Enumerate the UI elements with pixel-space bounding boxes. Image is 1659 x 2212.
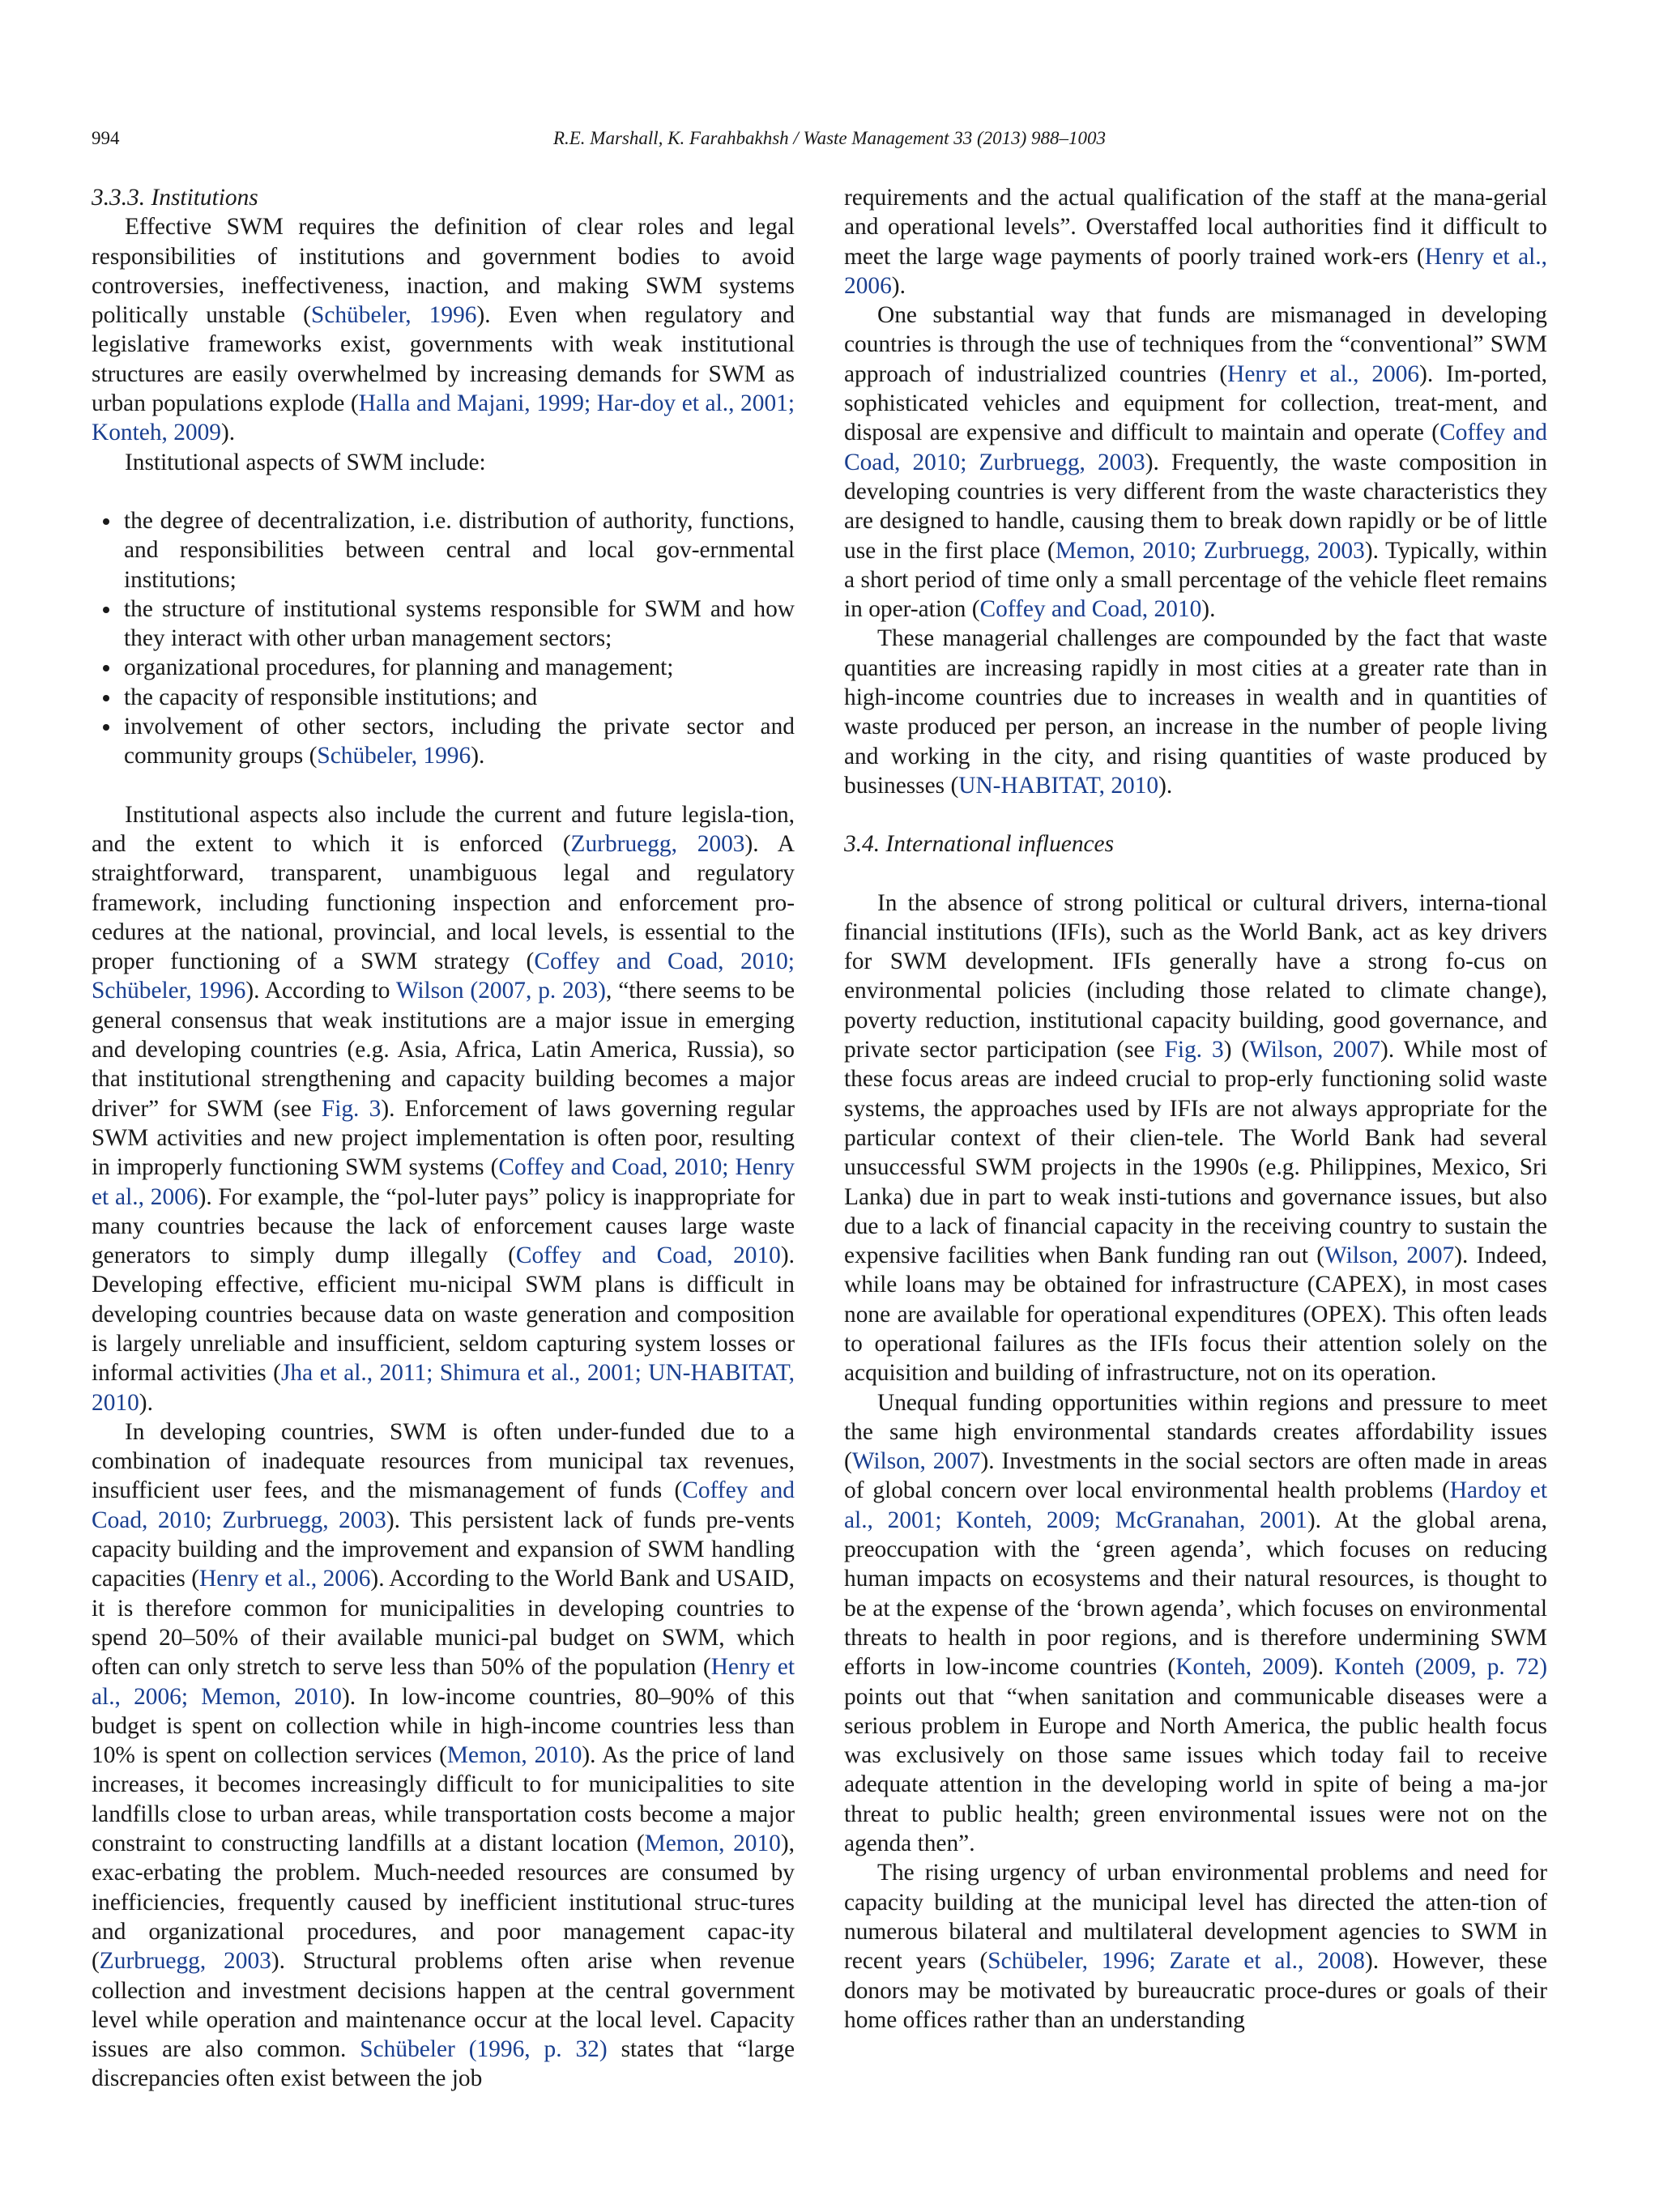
citation-link[interactable]: Wilson, 2007	[1249, 1037, 1381, 1063]
list-item: the structure of institutional systems responsible for SWM and how they interact with other urban management sectors;	[92, 595, 795, 654]
paragraph-unequal-funding: Unequal funding opportunities within regions and pressure to meet the same high environmental standards creates affordability issues (Wilson, 2007). Investments in the social sectors are often made in areas of global concern over local environmental health problems (Hardoy et al., 2001; Konteh, 2009; McGranahan, 2001). At the global arena, preoccupation with the ‘green agenda’, which focuses on reducing human impacts on ecosystems and their natural resources, is thought to be at the expense of the ‘brown agenda’, which focuses on environmental threats to health in poor regions, and is therefore undermining SWM efforts in low-income countries (Konteh, 2009). Konteh (2009, p. 72) points out that “when sanitation and communicable diseases were a serious problem in Europe and North America, the public health focus was exclusively on those same issues which today fail to receive adequate attention in the developing world in spite of being a ma-jor threat to public health; green environmental issues were not on the agenda then”.	[844, 1389, 1548, 1857]
paragraph-funding: In developing countries, SWM is often under-funded due to a combination of inadequate resources from municipal tax revenues, insufficient user fees, and the mismanagement of funds (Coffey and Coad, 2010; Zurbruegg, 2003). This persistent lack of funds pre-vents capacity building and the improvement and expansion of SWM handling capacities (Henry et al., 2006). According to the World Bank and USAID, it is therefore common for municipalities in developing countries to spend 20–50% of their available munici-pal budget on SWM, which often can only stretch to serve less than 50% of the population (Henry et al., 2006; Memon, 2010). In low-income countries, 80–90% of this budget is spent on collection while in high-income countries less than 10% is spent on collection services (Memon, 2010). As the price of land increases, it becomes increasingly difficult to for municipalities to site landfills close to urban areas, while transportation costs become a major constraint to constructing landfills at a distant location (Memon, 2010), exac-erbating the problem. Much-needed resources are consumed by inefficiencies, frequently caused by inefficient institutional struc-tures and organizational procedures, and poor management capac-ity (Zurbruegg, 2003). Structural problems often arise when revenue collection and investment decisions happen at the central government level while operation and maintenance occur at the local level. Capacity issues are also common. Schübeler (1996, p. 32) states that “large discrepancies often exist between the job	[92, 1418, 795, 2092]
spacer	[92, 771, 795, 800]
citation-link[interactable]: Coffey and Coad, 2010; Zurbruegg, 2003	[92, 1477, 795, 1533]
citation-link[interactable]: Schübeler (1996, p. 32)	[360, 2036, 608, 2063]
bullet-icon	[103, 607, 109, 613]
citation-link[interactable]: Coffey and Coad, 2010	[979, 596, 1202, 623]
paragraph-managerial-challenges: These managerial challenges are compounded by the fact that waste quantities are increasing rapidly in most cities at a greater rate than in high-income countries due to increases in wealth and in quantities of waste produced per person, an increase in the number of people living and working in the city, and rising quantities of waste produced by businesses (UN-HABITAT, 2010).	[844, 625, 1547, 799]
page-number: 994	[92, 128, 120, 148]
institutional-aspects-list	[92, 506, 795, 771]
running-head	[92, 128, 1567, 160]
section-heading-institutions: 3.3.3. Institutions	[92, 185, 258, 211]
spacer	[844, 800, 1547, 829]
list-item: organizational procedures, for planning and management;	[92, 653, 795, 682]
citation-link[interactable]: Schübeler, 1996; Zarate et al., 2008	[987, 1948, 1365, 1975]
spacer	[844, 859, 1547, 889]
citation-link[interactable]: Zurbruegg, 2003	[570, 830, 745, 857]
figure-link[interactable]: Fig. 3	[1164, 1037, 1224, 1063]
section-heading-international: 3.4. International influences	[844, 831, 1115, 858]
citation-link[interactable]: Coffey and Coad, 2010; Henry et al., 2006	[92, 1154, 795, 1210]
bullet-icon	[103, 724, 109, 731]
paragraph-mismanagement: One substantial way that funds are mismanaged in developing countries is through the use of techniques from the “conventional” SWM approach of industrialized countries (Henry et al., 2006). Im-ported, sophisticated vehicles and equipment for collection, treat-ment, and disposal are expensive and difficult to maintain and operate (Coffey and Coad, 2010; Zurbruegg, 2003). Frequently, the waste composition in developing countries is very different from the waste characteristics they are designed to handle, causing them to break down rapidly or be of little use in the first place (Memon, 2010; Zurbruegg, 2003). Typically, within a short period of time only a small percentage of the vehicle fleet remains in oper-ation (Coffey and Coad, 2010).	[844, 302, 1548, 623]
citation-link[interactable]: Memon, 2010	[644, 1831, 781, 1857]
paragraph-roles: Effective SWM requires the definition of clear roles and legal responsibilities of institutions and government bodies to avoid controversies, ineffectiveness, inaction, and making SWM systems politically unstable (Schübeler, 1996). Even when regulatory and legislative frameworks exist, governments with weak institutional structures are easily overwhelmed by increasing demands for SWM as urban populations explode (Halla and Majani, 1999; Har-doy et al., 2001; Konteh, 2009).	[92, 214, 795, 446]
citation-link[interactable]: Wilson, 2007	[851, 1448, 981, 1475]
citation-link[interactable]: Memon, 2010; Zurbruegg, 2003	[1055, 537, 1365, 564]
citation-link[interactable]: Schübeler, 1996	[317, 743, 471, 769]
figure-link[interactable]: Fig. 3	[321, 1095, 382, 1122]
list-item: the degree of decentralization, i.e. distribution of authority, functions, and responsibilities between central and local gov-ernmental institutions;	[92, 506, 795, 595]
citation-link[interactable]: Coffey and Coad, 2010; Zurbruegg, 2003	[844, 420, 1548, 475]
citation-link[interactable]: Hardoy et al., 2001; Konteh, 2009; McGranahan, 2001	[844, 1477, 1548, 1533]
bullet-icon	[103, 518, 109, 525]
paragraph-legislation: Institutional aspects also include the current and future legisla-tion, and the extent to which it is enforced (Zurbruegg, 2003). A straightforward, transparent, unambiguous legal and regulatory framework, including functioning inspection and enforcement pro-cedures at the national, provincial, and local levels, is essential to the proper functioning of a SWM strategy (Coffey and Coad, 2010; Schübeler, 1996). According to Wilson (2007, p. 203), “there seems to be general consensus that weak institutions are a major issue in emerging and developing countries (e.g. Asia, Africa, Latin America, Russia), so that institutional strengthening and capacity building becomes a major driver” for SWM (see Fig. 3). Enforcement of laws governing regular SWM activities and new project implementation is often poor, resulting in improperly functioning SWM systems (Coffey and Coad, 2010; Henry et al., 2006). For example, the “pol-luter pays” policy is inappropriate for many countries because the lack of enforcement causes large waste generators to simply dump illegally (Coffey and Coad, 2010). Developing effective, efficient mu-nicipal SWM plans is difficult in developing countries because data on waste generation and composition is largely unreliable and insufficient, seldom capturing system losses or informal activities (Jha et al., 2011; Shimura et al., 2001; UN-HABITAT, 2010).	[92, 801, 795, 1416]
spacer	[92, 477, 795, 506]
paragraph-ifis: In the absence of strong political or cultural drivers, interna-tional financial institutions (IFIs), such as the World Bank, act as key drivers for SWM development. IFIs generally have a strong fo-cus on environmental policies (including those related to climate change), poverty reduction, institutional capacity building, good governance, and private sector participation (see Fig. 3) (Wilson, 2007). While most of these focus areas are indeed crucial to prop-erly functioning solid waste systems, the approaches used by IFIs are not always appropriate for the particular context of their clien-tele. The World Bank had several unsuccessful SWM projects in the 1990s (e.g. Philippines, Mexico, Sri Lanka) due in part to weak insti-tutions and governance issues, but also due to a lack of financial capacity in the receiving country to sustain the expensive facilities when Bank funding ran out (Wilson, 2007). Indeed, while loans may be obtained for infrastructure (CAPEX), in most cases none are available for operational expenditures (OPEX). This often leads to operational failures as the IFIs focus their attention solely on the acquisition and building of infrastructure, not on its operation.	[844, 889, 1547, 1387]
citation-link[interactable]: Coffey and Coad, 2010; Schübeler, 1996	[92, 948, 795, 1004]
bullet-icon	[103, 665, 109, 671]
citation-link[interactable]: Wilson, 2007	[1324, 1242, 1455, 1269]
citation-link[interactable]: Memon, 2010	[446, 1742, 582, 1769]
list-item: the capacity of responsible institutions; and	[92, 683, 795, 712]
citation-link[interactable]: Wilson (2007, p. 203)	[395, 978, 606, 1004]
citation-link[interactable]: Coffey and Coad, 2010	[515, 1242, 781, 1269]
citation-link[interactable]: Henry et al., 2006	[199, 1566, 371, 1592]
paragraph-staff-continued: requirements and the actual qualification of the staff at the mana-gerial and operational levels”. Overstaffed local authorities find it difficult to meet the large wage payments of poorly trained work-ers (Henry et al., 2006).	[844, 185, 1547, 299]
paragraph-urgency: The rising urgency of urban environmental problems and need for capacity building at the municipal level has directed the atten-tion of numerous bilateral and multilateral development agencies to SWM in recent years (Schübeler, 1996; Zarate et al., 2008). However, these donors may be motivated by bureaucratic proce-dures or goals of their home offices rather than an understanding	[844, 1860, 1547, 2033]
left-column	[92, 183, 795, 2094]
citation-link[interactable]: UN-HABITAT, 2010	[958, 772, 1159, 799]
citation-link[interactable]: Henry et al., 2006; Memon, 2010	[92, 1654, 795, 1710]
list-item: involvement of other sectors, including the private sector and community groups (Schübeler, 1996).	[92, 712, 795, 771]
bullet-icon	[103, 695, 109, 701]
citation-link[interactable]: Halla and Majani, 1999; Har-doy et al., 2001; Konteh, 2009	[92, 390, 795, 446]
paragraph-intro-list: Institutional aspects of SWM include:	[125, 449, 486, 475]
journal-reference: R.E. Marshall, K. Farahbakhsh / Waste Management 33 (2013) 988–1003	[552, 128, 1107, 148]
citation-link[interactable]: Schübeler, 1996	[310, 302, 477, 329]
citation-link[interactable]: Zurbruegg, 2003	[99, 1948, 271, 1975]
citation-link[interactable]: Jha et al., 2011; Shimura et al., 2001; UN-HABITAT, 2010	[92, 1360, 795, 1416]
citation-link[interactable]: Konteh, 2009	[1175, 1654, 1310, 1681]
citation-link[interactable]: Henry et al., 2006	[844, 243, 1547, 299]
right-column	[844, 183, 1547, 2035]
citation-link[interactable]: Henry et al., 2006	[1227, 360, 1420, 387]
citation-link[interactable]: Konteh (2009, p. 72)	[1334, 1654, 1548, 1681]
